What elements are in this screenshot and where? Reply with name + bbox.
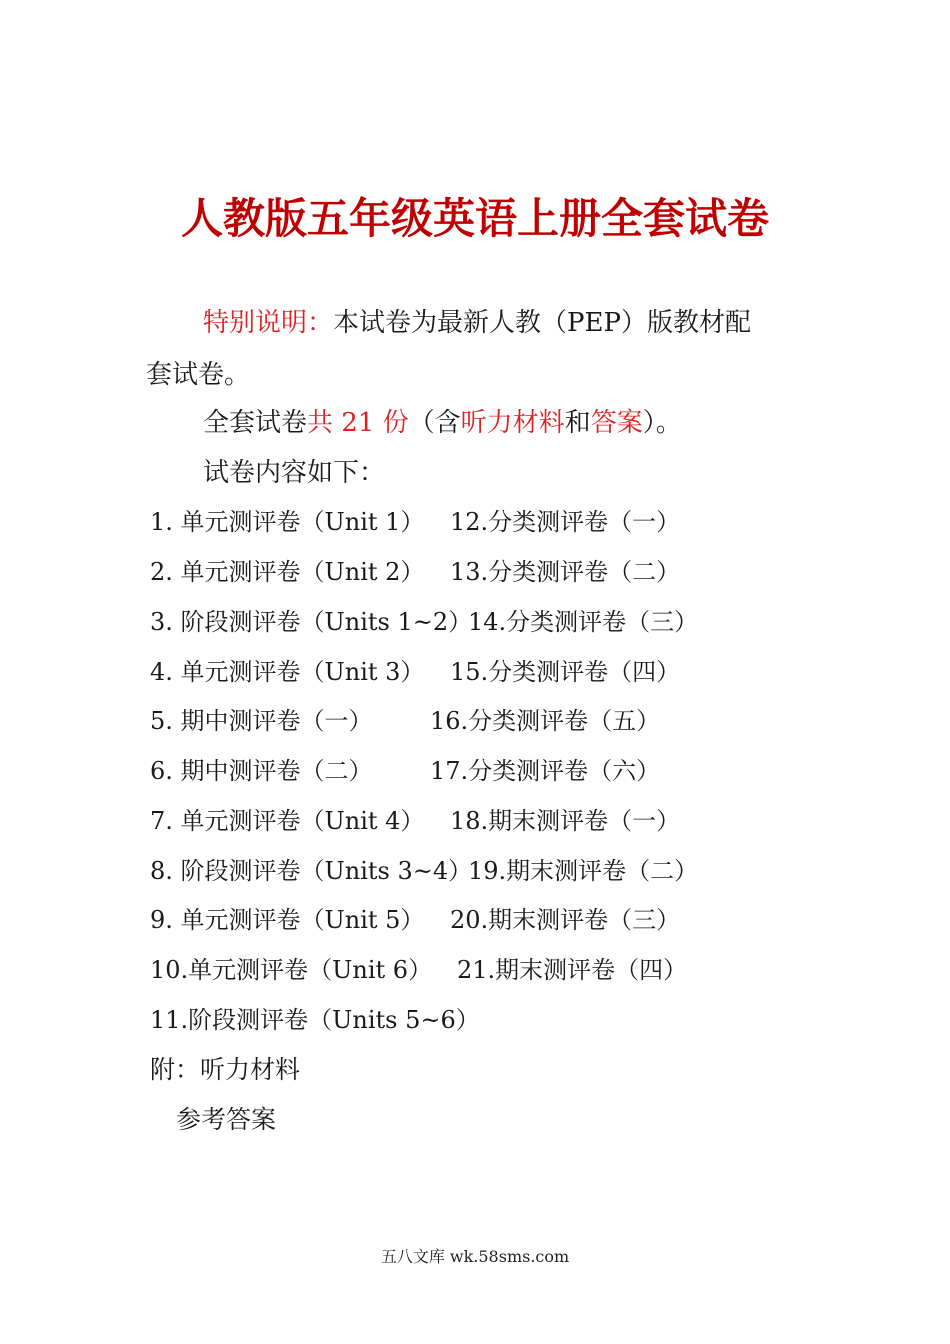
list-item-right: 18.期末测评卷（一）: [450, 807, 681, 835]
appendix-line1: 附：听力材料: [150, 1055, 301, 1084]
page-title: 人教版五年级英语上册全套试卷: [180, 194, 769, 243]
list-item-left: 4. 单元测评卷（Unit 3）: [150, 658, 425, 686]
list-item-left: 10.单元测评卷（Unit 6）: [150, 956, 433, 984]
list-item: [150, 756, 661, 786]
list-item-left: 2. 单元测评卷（Unit 2）: [150, 558, 425, 586]
summary-answers: 答案: [590, 408, 643, 438]
list-item: [150, 557, 681, 587]
list-item: [150, 706, 661, 736]
list-item-left: 5. 期中测评卷（一）: [150, 707, 373, 735]
list-item: [150, 607, 699, 637]
list-item-right: 16.分类测评卷（五）: [430, 707, 661, 735]
contents-heading: 试卷内容如下：: [203, 458, 386, 488]
summary-listening: 听力材料: [460, 408, 565, 438]
list-item: [150, 905, 681, 935]
list-item-left: 9. 单元测评卷（Unit 5）: [150, 906, 425, 934]
list-item-right: 15.分类测评卷（四）: [450, 658, 681, 686]
list-item-right: 19.期末测评卷（二）: [468, 857, 699, 885]
special-note-line2: 套试卷。: [146, 360, 251, 390]
list-item-right: 13.分类测评卷（二）: [450, 558, 681, 586]
summary-suffix: ）。: [642, 408, 682, 438]
special-note-text: 本试卷为最新人教（PEP）版教材配: [333, 308, 751, 338]
special-note-label: 特别说明：: [203, 308, 334, 338]
list-item-left: 1. 单元测评卷（Unit 1）: [150, 508, 425, 536]
list-item-left: 8. 阶段测评卷（Units 3~4）: [150, 857, 473, 885]
summary-count: 共 21 份: [307, 408, 409, 438]
appendix-line2: 参考答案: [176, 1105, 277, 1134]
list-item-right: 17.分类测评卷（六）: [430, 757, 661, 785]
list-item-right: 21.期末测评卷（四）: [457, 956, 688, 984]
list-item: [150, 806, 681, 836]
list-item: [150, 657, 681, 687]
summary-prefix: 全套试卷: [203, 408, 308, 438]
summary-and: 和: [564, 408, 591, 438]
list-item-left: 3. 阶段测评卷（Units 1~2）: [150, 608, 473, 636]
footer-watermark: 五八文库 wk.58sms.com: [380, 1247, 570, 1266]
summary-line: [203, 398, 682, 448]
list-item: [150, 955, 688, 985]
list-item-left: 7. 单元测评卷（Unit 4）: [150, 807, 425, 835]
list-item-right: 20.期末测评卷（三）: [450, 906, 681, 934]
summary-mid: （含: [408, 408, 461, 438]
list-item-left: 6. 期中测评卷（二）: [150, 757, 373, 785]
list-item: [150, 1005, 480, 1035]
list-item-left: 11.阶段测评卷（Units 5~6）: [150, 1006, 480, 1034]
list-item-right: 12.分类测评卷（一）: [450, 508, 681, 536]
special-note-line1: [203, 298, 751, 348]
list-item-right: 14.分类测评卷（三）: [468, 608, 699, 636]
list-item: [150, 856, 699, 886]
list-item: [150, 507, 681, 537]
